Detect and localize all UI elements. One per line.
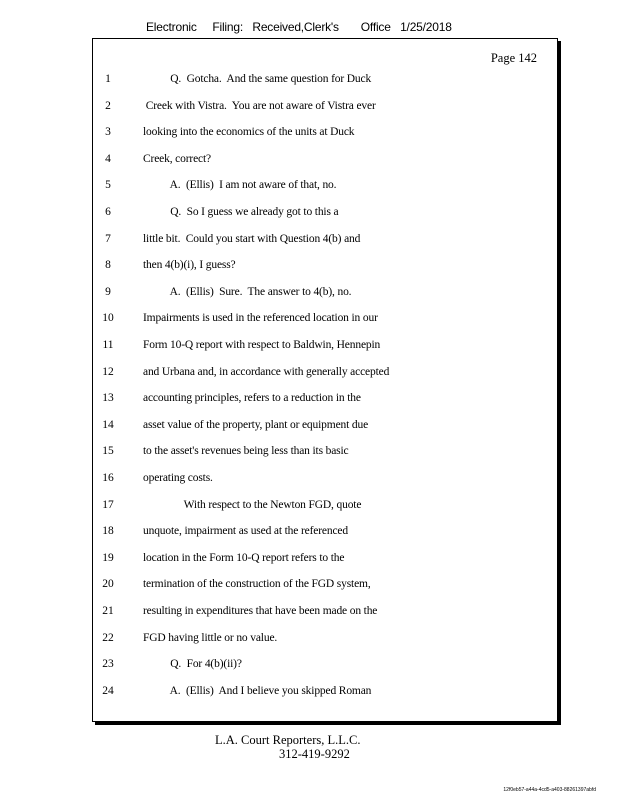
line-number: 23 <box>102 658 114 671</box>
page-number: Page 142 <box>490 51 537 65</box>
transcript-line-text: Impairments is used in the referenced location in our <box>143 312 378 325</box>
line-number: 16 <box>102 472 114 484</box>
court-reporter-name: L.A. Court Reporters, L.L.C. <box>215 733 361 747</box>
line-number: 18 <box>102 525 114 538</box>
line-number: 7 <box>105 232 111 245</box>
line-number: 6 <box>105 206 111 218</box>
transcript-line-text: Q. Gotcha. And the same question for Duck <box>143 73 372 85</box>
line-number: 8 <box>105 259 111 272</box>
line-number: 4 <box>105 152 111 165</box>
transcript-line-text: Creek with Vistra. You are not aware of Vistra ever <box>143 99 376 112</box>
document-id: 12f0eb57-a44a-4cd5-a403-88261397abfd <box>503 787 596 793</box>
filing-stamp: Electronic Filing: Received,Clerk's Office 1/25/2018 <box>146 20 452 34</box>
transcript-line-text: operating costs. <box>143 472 213 484</box>
court-reporter-phone: 312-419-9292 <box>279 747 350 761</box>
transcript-line-text: to the asset's revenues being less than its basic <box>143 445 349 458</box>
line-number: 17 <box>102 498 114 511</box>
line-number: 10 <box>102 312 114 325</box>
line-number: 20 <box>102 578 114 591</box>
line-number: 12 <box>102 365 114 378</box>
transcript-line-text: unquote, impairment as used at the referenced <box>143 525 348 538</box>
transcript-page <box>92 38 558 722</box>
line-number: 1 <box>105 73 111 85</box>
transcript-line-text: termination of the construction of the FGD system, <box>143 578 371 591</box>
line-number: 24 <box>102 684 114 697</box>
line-number: 15 <box>102 445 114 458</box>
line-number: 13 <box>102 392 114 405</box>
line-number: 3 <box>105 126 111 139</box>
line-number: 11 <box>102 339 114 351</box>
transcript-line-text: Q. So I guess we already got to this a <box>143 206 339 218</box>
transcript-line-text: resulting in expenditures that have been made on the <box>143 605 378 617</box>
line-number: 21 <box>102 605 114 617</box>
line-number: 2 <box>105 99 111 112</box>
line-number: 9 <box>105 285 111 298</box>
transcript-line-text: looking into the economics of the units at Duck <box>143 126 355 139</box>
transcript-line-text: asset value of the property, plant or equipment due <box>143 418 369 431</box>
transcript-line-text: A. (Ellis) I am not aware of that, no. <box>143 179 337 192</box>
transcript-line-text: then 4(b)(i), I guess? <box>143 259 236 272</box>
transcript-line-text: Form 10-Q report with respect to Baldwin, Hennepin <box>143 339 381 351</box>
transcript-line-text: location in the Form 10-Q report refers to the <box>143 551 345 564</box>
line-number: 22 <box>102 631 114 644</box>
transcript-line-text: A. (Ellis) Sure. The answer to 4(b), no. <box>143 285 352 298</box>
transcript-line-text: and Urbana and, in accordance with generally accepted <box>143 365 390 378</box>
line-number: 5 <box>105 179 111 192</box>
transcript-line-text: accounting principles, refers to a reduction in the <box>143 392 361 405</box>
transcript-line-text: A. (Ellis) And I believe you skipped Roman <box>143 684 372 697</box>
transcript-line-text: Q. For 4(b)(ii)? <box>143 658 242 671</box>
transcript-line-text: With respect to the Newton FGD, quote <box>143 498 362 511</box>
line-number: 14 <box>102 418 114 431</box>
line-number: 19 <box>102 551 114 564</box>
transcript-line-text: Creek, correct? <box>143 152 211 165</box>
transcript-line-text: FGD having little or no value. <box>143 631 278 644</box>
transcript-line-text: little bit. Could you start with Question 4(b) and <box>143 232 361 245</box>
